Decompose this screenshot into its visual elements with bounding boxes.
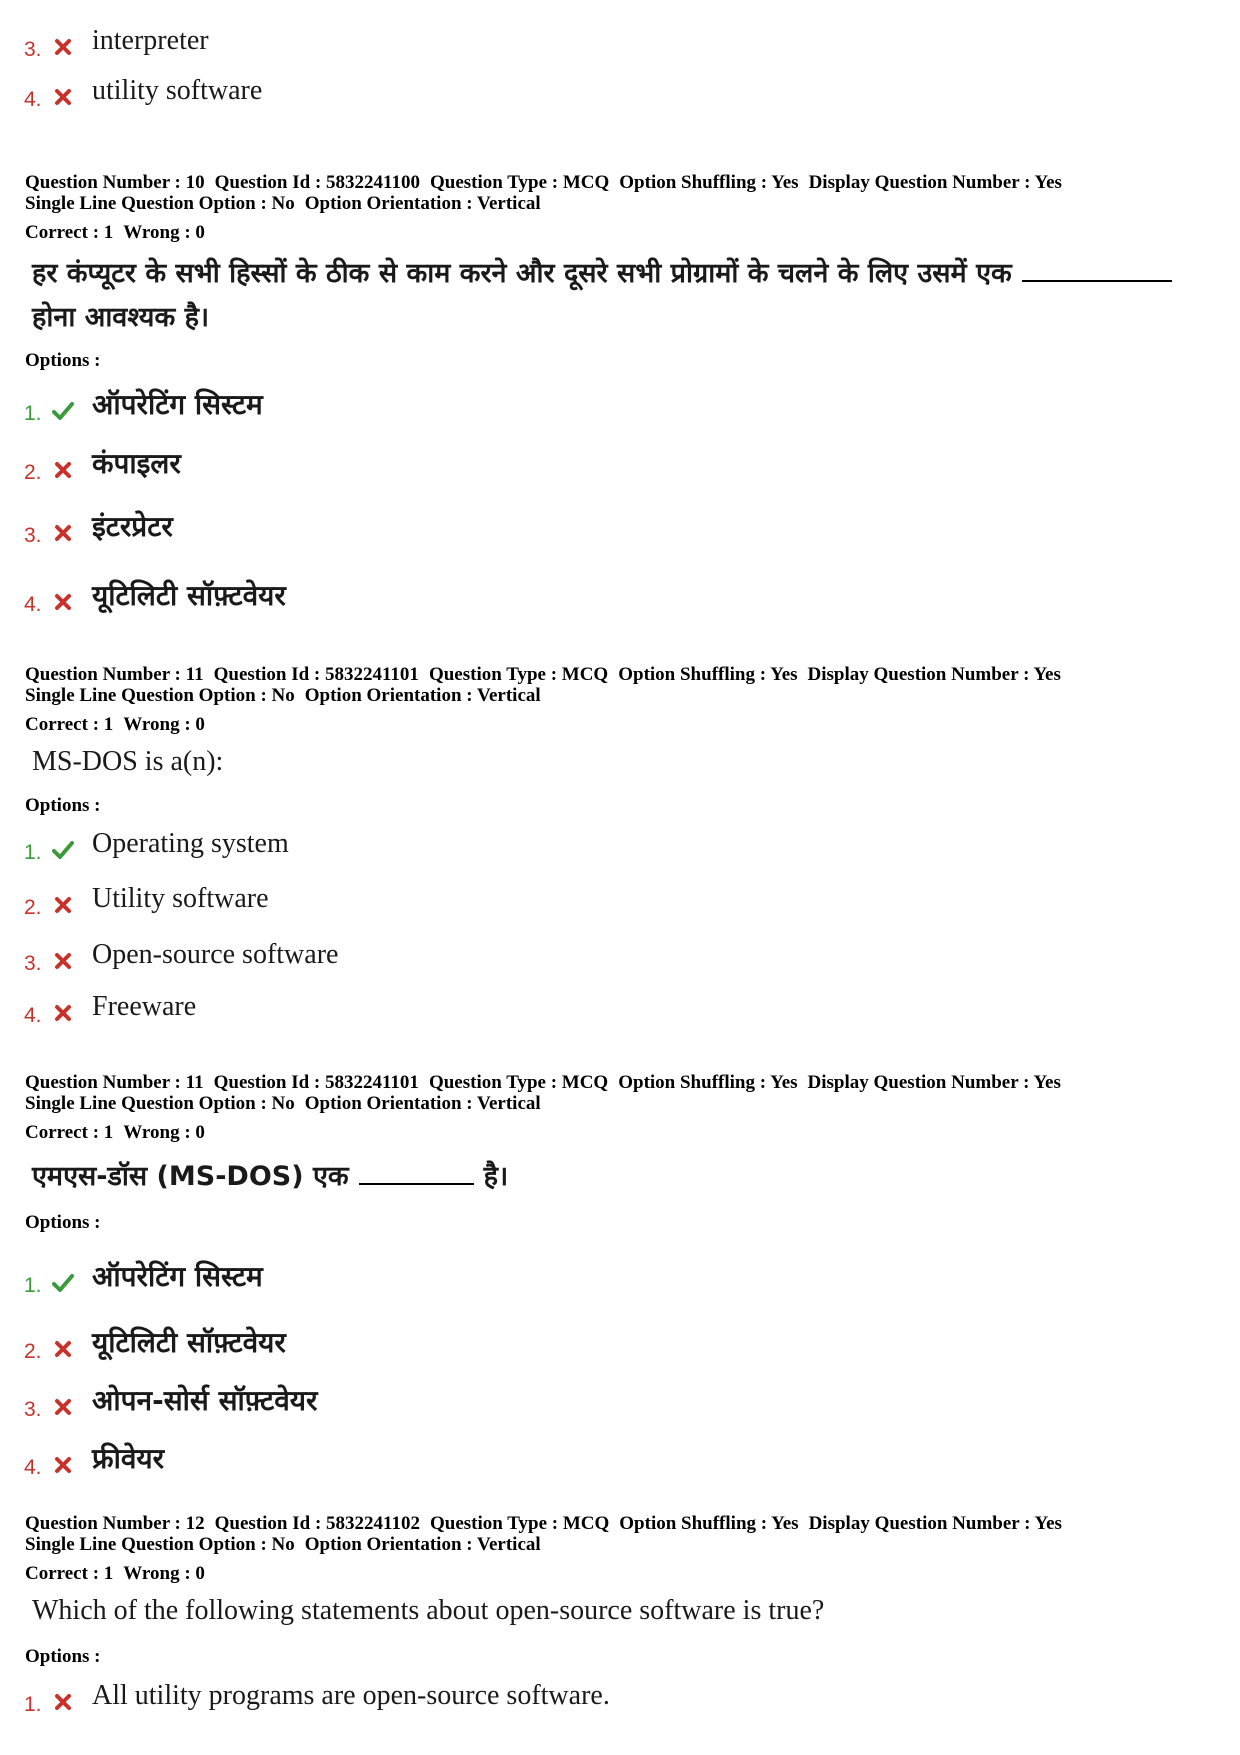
question-meta: Question Number : 12 Question Id : 5832241102 Question Type : MCQ Option Shuffling : Yes Display Question Number : Yes xyxy=(25,1513,1062,1534)
question-text: एमएस-डॉस (MS-DOS) एक है। xyxy=(32,1161,509,1192)
cross-icon xyxy=(52,1002,74,1024)
cross-icon xyxy=(52,1454,74,1476)
cross-icon xyxy=(52,591,74,613)
option-text: इंटरप्रेटर xyxy=(92,510,173,543)
cross-icon xyxy=(52,1338,74,1360)
option-item xyxy=(0,988,1200,1028)
question-text: हर कंप्यूटर के सभी हिस्सों के ठीक से काम करने और दूसरे सभी प्रोग्रामों के चलने के लिए उसमें एकहोना आवश्यक है। xyxy=(32,252,1212,340)
cross-icon xyxy=(52,950,74,972)
option-number: 2. xyxy=(24,1340,42,1363)
question-meta: Question Number : 11 Question Id : 5832241101 Question Type : MCQ Option Shuffling : Yes Display Question Number : Yes xyxy=(25,1072,1061,1093)
option-text: यूटिलिटी सॉफ़्टवेयर xyxy=(92,1326,286,1359)
option-item xyxy=(0,880,1200,920)
question-meta: Single Line Question Option : No Option Orientation : Vertical xyxy=(25,685,541,706)
option-item xyxy=(0,445,1200,485)
option-item xyxy=(0,386,1200,426)
marks: Correct : 1 Wrong : 0 xyxy=(25,1563,205,1584)
option-item xyxy=(0,22,1200,62)
option-number: 4. xyxy=(24,1004,42,1027)
option-number: 4. xyxy=(24,88,42,111)
option-number: 3. xyxy=(24,1398,42,1421)
options-label: Options : xyxy=(25,350,101,371)
option-number: 4. xyxy=(24,593,42,616)
check-icon xyxy=(52,1272,74,1294)
option-item xyxy=(0,577,1200,617)
option-number: 1. xyxy=(24,1693,42,1716)
option-text: Open-source software xyxy=(92,939,339,970)
options-label: Options : xyxy=(25,795,101,816)
option-item xyxy=(0,1382,1200,1422)
option-text: All utility programs are open-source software. xyxy=(92,1680,610,1711)
question-meta: Question Number : 11 Question Id : 5832241101 Question Type : MCQ Option Shuffling : Yes Display Question Number : Yes xyxy=(25,664,1061,685)
check-icon xyxy=(52,400,74,422)
answer-blank xyxy=(1022,280,1172,282)
answer-blank xyxy=(359,1183,474,1185)
option-text: यूटिलिटी सॉफ़्टवेयर xyxy=(92,579,286,612)
option-text: कंपाइलर xyxy=(92,447,181,480)
option-number: 1. xyxy=(24,402,42,425)
option-item xyxy=(0,1324,1200,1364)
check-icon xyxy=(52,839,74,861)
options-label: Options : xyxy=(25,1646,101,1667)
option-text: Freeware xyxy=(92,991,197,1022)
option-item xyxy=(0,1677,1200,1717)
option-item xyxy=(0,72,1200,112)
marks: Correct : 1 Wrong : 0 xyxy=(25,222,205,243)
cross-icon xyxy=(52,36,74,58)
option-number: 2. xyxy=(24,461,42,484)
option-number: 3. xyxy=(24,38,42,61)
option-item xyxy=(0,825,1200,865)
cross-icon xyxy=(52,1396,74,1418)
option-item xyxy=(0,1258,1200,1298)
option-item xyxy=(0,508,1200,548)
cross-icon xyxy=(52,459,74,481)
question-text: Which of the following statements about open-source software is true? xyxy=(32,1595,825,1626)
option-text: ओपन-सोर्स सॉफ़्टवेयर xyxy=(92,1384,318,1417)
cross-icon xyxy=(52,86,74,108)
question-meta: Question Number : 10 Question Id : 5832241100 Question Type : MCQ Option Shuffling : Yes Display Question Number : Yes xyxy=(25,172,1062,193)
option-number: 1. xyxy=(24,1274,42,1297)
option-text: interpreter xyxy=(92,25,209,56)
option-text: utility software xyxy=(92,75,263,106)
option-number: 1. xyxy=(24,841,42,864)
option-text: ऑपरेटिंग सिस्टम xyxy=(92,1260,263,1293)
marks: Correct : 1 Wrong : 0 xyxy=(25,714,205,735)
option-number: 2. xyxy=(24,896,42,919)
option-text: फ्रीवेयर xyxy=(92,1442,165,1475)
cross-icon xyxy=(52,894,74,916)
option-number: 3. xyxy=(24,524,42,547)
option-item xyxy=(0,936,1200,976)
question-meta: Single Line Question Option : No Option Orientation : Vertical xyxy=(25,1093,541,1114)
question-meta: Single Line Question Option : No Option Orientation : Vertical xyxy=(25,1534,541,1555)
option-number: 3. xyxy=(24,952,42,975)
cross-icon xyxy=(52,1691,74,1713)
cross-icon xyxy=(52,522,74,544)
option-item xyxy=(0,1440,1200,1480)
option-number: 4. xyxy=(24,1456,42,1479)
question-meta: Single Line Question Option : No Option Orientation : Vertical xyxy=(25,193,541,214)
option-text: ऑपरेटिंग सिस्टम xyxy=(92,388,263,421)
marks: Correct : 1 Wrong : 0 xyxy=(25,1122,205,1143)
option-text: Utility software xyxy=(92,883,269,914)
option-text: Operating system xyxy=(92,828,289,859)
question-text: MS-DOS is a(n): xyxy=(32,746,224,777)
options-label: Options : xyxy=(25,1212,101,1233)
